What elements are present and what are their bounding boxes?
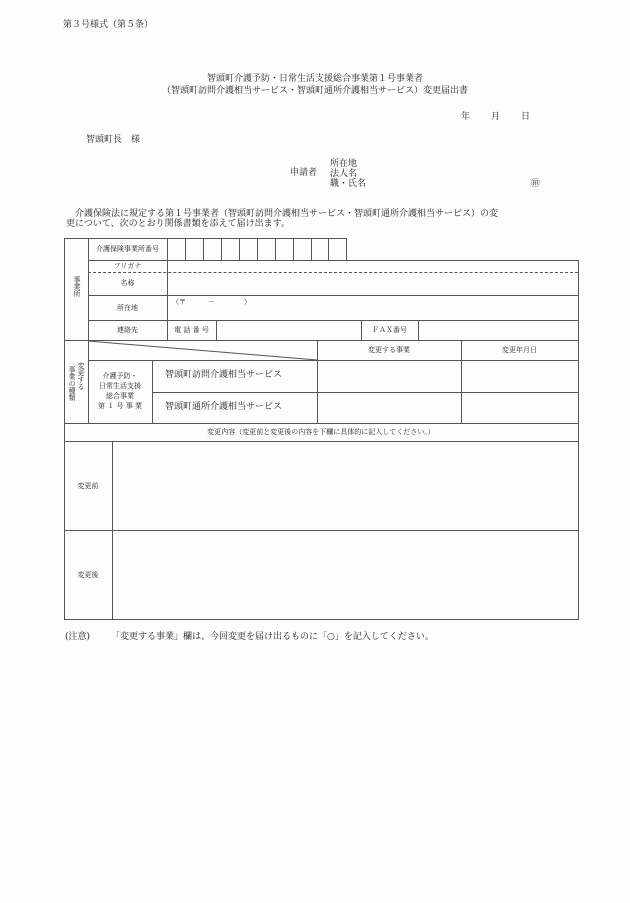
note-label: (注意): [65, 632, 91, 642]
postal-dash: －: [208, 298, 215, 306]
applicant-corporation-label: 法人名: [330, 169, 358, 179]
office-number-digit-5[interactable]: [240, 239, 257, 260]
category-line-4: 第 １ 号 事 業: [98, 402, 142, 410]
postal-prefix: （〒: [172, 298, 186, 306]
office-number-digit-1[interactable]: [168, 239, 185, 260]
office-number-digit-10[interactable]: [329, 239, 346, 260]
office-number-digit-4[interactable]: [222, 239, 239, 260]
document-title-line1: 智頭町介護予防・日常生活支援総合事業第１号事業者: [206, 74, 423, 84]
office-number-digit-9[interactable]: [312, 239, 328, 260]
daycare-service-mark-cell[interactable]: [318, 393, 461, 423]
change-content-header: 変更内容（変更前と変更後の内容を下欄に具体的に記入してください。）: [207, 428, 435, 436]
furigana-input[interactable]: [168, 261, 578, 272]
after-content-input[interactable]: [113, 531, 578, 619]
change-type-label-1: 変更する: [77, 362, 85, 390]
office-number-digit-6[interactable]: [258, 239, 275, 260]
office-number-label: 介護保険事業所番号: [96, 245, 159, 253]
office-address-label: 所在地: [117, 304, 138, 312]
office-name-label: 名称: [120, 279, 135, 287]
change-type-label-2: 事業の種類: [68, 366, 76, 401]
intro-line1: 介護保険法に規定する第１号事業者（智頭町訪問介護相当サービス・智頭町通所介護相当サービス）の変: [66, 209, 499, 219]
column-header-business: 変更する事業: [368, 346, 410, 354]
phone-label: 電 話 番 号: [174, 326, 209, 334]
applicant-label: 申請者: [290, 168, 318, 178]
postal-suffix: ）: [244, 298, 251, 306]
office-section-label: 事業所: [73, 276, 81, 297]
category-line-3: 総合事業: [106, 392, 134, 400]
contact-label: 連絡先: [117, 326, 138, 334]
applicant-location-label: 所在地: [330, 159, 358, 169]
seal-mark: ㊞: [531, 179, 541, 189]
after-label: 変更後: [77, 571, 99, 579]
category-line-2: 日常生活支援: [99, 382, 141, 390]
date-month-label: 月: [491, 112, 501, 122]
before-label: 変更前: [77, 482, 99, 490]
category-line-1: 介護予防・: [102, 372, 138, 380]
document-title-line2: （智頭町訪問介護相当サービス・智頭町通所介護相当サービス）変更届出書: [161, 86, 468, 96]
form-number: 第３号様式（第５条）: [63, 20, 154, 30]
before-content-input[interactable]: [113, 442, 578, 530]
fax-input[interactable]: [419, 321, 578, 340]
daycare-service-date-cell[interactable]: [462, 393, 578, 423]
diagonal-slash: [88, 340, 318, 361]
applicant-title-name-label: 職・氏名: [330, 179, 367, 189]
intro-line2: 更について、次のとおり関係書類を添えて届け出ます。: [66, 219, 290, 229]
visit-service-mark-cell[interactable]: [318, 361, 461, 392]
note-text: 「変更する事業」欄は、今回変更を届け出るものに「○」を記入してください。: [111, 632, 434, 642]
office-number-digit-3[interactable]: [204, 239, 221, 260]
date-day-label: 日: [521, 112, 531, 122]
addressee: 智頭町長 様: [86, 135, 141, 145]
service-name-daycare: 智頭町通所介護相当サービス: [165, 402, 283, 412]
column-header-date: 変更年月日: [502, 346, 537, 354]
visit-service-date-cell[interactable]: [462, 361, 578, 392]
office-name-input[interactable]: [168, 273, 578, 295]
fax-label: ＦＡＸ番号: [372, 326, 407, 334]
office-number-digit-2[interactable]: [186, 239, 203, 260]
service-name-visit: 智頭町訪問介護相当サービス: [165, 370, 283, 380]
office-number-digit-8[interactable]: [294, 239, 311, 260]
office-address-input[interactable]: [168, 296, 578, 320]
office-number-digit-7[interactable]: [276, 239, 293, 260]
date-year-label: 年: [461, 112, 471, 122]
phone-input[interactable]: [217, 321, 361, 340]
furigana-label: フリガナ: [113, 262, 142, 270]
